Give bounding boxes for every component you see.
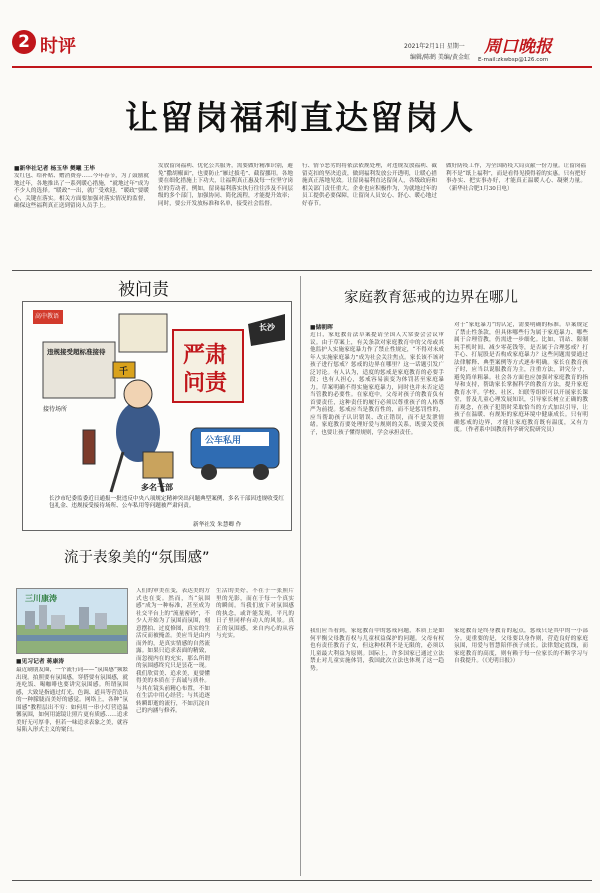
cartoon-credit: 新华社发 朱慧卿 作 xyxy=(193,522,242,528)
lead-col-3: 行、情节恶劣的将依法依规处理，对违规发放福利、截留克扣的坚决追责，做到福利发放公开透明，让暖心措施真正落地见效。让留岗福利直达留岗人，各级政府和相关部门责任重大。企业也应积极作为，为就地过年的员工提供必要保障，让留岗人员安心、舒心、暖心地过好春节。 xyxy=(302,163,437,207)
header-editor: 编辑/陈鹤 美编/黄金虹 xyxy=(410,54,470,61)
section-title: 时评 xyxy=(40,36,76,57)
left-article-col-2: 人们的审美在变，表达美的方式也在变。然而，当“氛围感”成为一种标准，甚至成为社交平台上的“流量密码”，不少人开始为了氛围而氛围，刻意摆拍、过度修图，真实的生活反而被掩盖。美应当是由内而外的，是真实情感的自然流露。如果只追求表面的精致，而忽视内在的充实，那么所谓的氛围感终究只是昙花一现。我们欣赏美、追求美，更要懂得美的本质在于真诚与质朴。与其在镜头前精心布置，不如在生活中用心经营；与其追逐转瞬即逝的流行，不如沉淀自己的内涵与修养。 xyxy=(136,588,210,714)
right-article-byline: ■储朝晖 xyxy=(310,325,333,331)
cartoon-tag: 长沙 xyxy=(259,323,275,332)
left-article-title: 流于表象美的“氛围感” xyxy=(64,550,210,566)
right-article-title: 家庭教育惩戒的边界在哪儿 xyxy=(344,290,518,306)
left-article-col-1: 最近刷朋友圈，一个流行词——“氛围感”频繁出现。拍照要有氛围感，穿搭要有氛围感，就连吃饭、喝咖啡也要讲究氛围感。所谓氛围感，大致是指通过灯光、色调、道具等营造出的一种朦胧而美好的感觉。网络上，各种“氛围感”教程层出不穷：如何用一串小灯营造温馨氛围，如何用滤镜让照片更有质感……追求美好无可厚非，但若一味追求表象之美，就容易陷入形式主义的窠臼。 xyxy=(16,667,128,733)
newspaper-logo: 周口晚报 xyxy=(484,37,552,57)
cartoon-sign-big-2: 问责 xyxy=(183,370,228,396)
main-headline: 让留岗福利直达留岗人 xyxy=(125,98,475,137)
cartoon-frame xyxy=(22,301,292,531)
cartoon-car-label: 公车私用 xyxy=(205,436,242,446)
cartoon-caption: 长沙市纪委监委近日通报一批违反中央八项规定精神突出问题典型案例，多名干部因违规收受红包礼金、违规接受接待场所、公车私用等问题被严肃问责。 xyxy=(49,496,284,510)
right-article-col-2: 对于“家庭暴力”的认定，需要明确的标准。草案规定了禁止性条款，但具体哪些行为属于家庭暴力、哪些属于合理管教，仍需进一步细化。比如，罚站、限制玩手机时间、减少零花钱等，是否属于合理惩戒？打手心、打屁股是否构成家庭暴力？这些问题需要通过法律解释、典型案例等方式逐步明确。家长在教育孩子时，应当以说服教育为主，注重方法，讲究分寸，避免简单粗暴。社会各方面也应加强对家庭教育的指导和支持，帮助家长掌握科学的教育方法，提升家庭教育水平。学校、社区、妇联等组织可以开展家长课堂，普及儿童心理发展知识，引导家长树立正确的教育观念，在孩子犯错时采取恰当的方式加以引导，让孩子在温暖、有规矩的家庭环境中健康成长。只有明确惩戒的边界，才能让家庭教育既有温度，又有力度。（作者系中国教育科学研究院研究员） xyxy=(454,322,588,433)
cartoon-badge: 高中教语 xyxy=(35,313,60,320)
right-lower-col-2: 家庭教育是终身教育的起点，惩戒只是其中的一小部分。更重要的是，父母要以身作则，营造良好的家庭氛围，用爱与智慧陪伴孩子成长。法律划定底线，而家庭教育的高度，则有赖于每一位家长的不断学习与自我提升。（《光明日报》） xyxy=(454,628,588,664)
lead-bottom-rule xyxy=(12,270,592,271)
lead-col-4: 做好防疫工作，为全国防疫大局贡献一份力量。让留岗福利不是“纸上福利”，而是看得见摸得着的实惠。只有把好事办实、把实事办好，才能真正温暖人心、凝聚力量。（新华社合肥1月30日电） xyxy=(446,163,586,192)
cartoon-bottle-label: 接待场所 xyxy=(43,406,68,413)
column-separator xyxy=(300,276,301,876)
lead-byline: ■新华社记者 杨玉华 樊曦 王毕 xyxy=(14,166,96,172)
lead-col-1: 发红包、给补贴、赠消费券……今年春节，为了鼓励就地过年，各地推出了一系列暖心措施，“就地过年”成为不少人的选择。“暖政”一出，就广受欢迎。“暖政”要暖心，关键在落实。相关方面要加强对落实情况的监督，确保这些福利真正送到留岗人员手上。 xyxy=(14,173,149,209)
right-article-col-1: 近日，家庭教育法草案提请全国人大常委会会议审议。由于草案上，有关条款对家庭教育中的父母或其他监护人实施家庭暴力作了禁止性规定，“不得对未成年人实施家庭暴力”成为社会关注焦点。家长该不该对孩子进行惩戒？惩戒的边界在哪里？这一话题引发广泛讨论。有人认为，适度的惩戒是家庭教育的必要手段；也有人担心，惩戒容易演变为体罚甚至家庭暴力。草案明确不得实施家庭暴力，同时也并未否定适当管教的必要性。在家庭中，父母对孩子的教育负有首要责任，这种责任的履行必须以尊重孩子的人格尊严为前提。惩戒应当是教育性的，而不是惩罚性的，应当帮助孩子认识错误、改正错误，而不是发泄情绪。家庭教育要处理好爱与规则的关系，既要关爱孩子，也要让孩子懂得规则，学会承担责任。 xyxy=(310,332,444,436)
header-email: E-mail:zkwbsp@126.com xyxy=(478,57,549,63)
cartoon-bag-label: 多名干部 xyxy=(141,483,173,492)
cartoon-sign-left: 违规接受超标准接待 xyxy=(47,348,106,356)
cartoon-money: 千 xyxy=(119,367,129,377)
left-article-photo xyxy=(16,588,128,654)
left-article-col-3: 生活的美好，不在于一张照片里的光影，而在于每一个真实的瞬间。当我们放下对氛围感的执念，或许能发现，平凡的日子里同样有动人的风景。真正的氛围感，来自内心的从容与充实。 xyxy=(216,588,294,639)
photo-caption: 三川康涛 xyxy=(25,594,57,603)
right-lower-col-1: 我们应当看到，家庭教育中的惩戒问题，本质上是如何平衡父母教育权与儿童权益保护的问题。父母有权也有责任教育子女，但这种权利不是无限的，必须以儿童最大利益为原则。国际上，许多国家已通过立法禁止对儿童实施体罚，我国此次立法也体现了这一趋势。 xyxy=(310,628,444,672)
header-date: 2021年2月1日 星期一 xyxy=(404,43,465,50)
lead-col-2: 发放留岗福利、优化公共服务，需要做好精准识别，避免“撒胡椒面”，也要防止“雁过拔毛”、截留挪用。各地要在细化措施上下功夫，让福利真正惠及每一位坚守岗位的劳动者。例如，留岗福利落实执行往往涉及不同层级的多个部门，加强协同、简化流程，才能提升效率；同时，要公开发放标准和名单，接受社会监督。 xyxy=(158,163,293,207)
page-number-badge: 2 xyxy=(12,30,36,54)
header-divider xyxy=(12,66,592,68)
cartoon-sign-big-1: 严肃 xyxy=(183,342,228,368)
left-article-byline: ■见习记者 蒋康涛 xyxy=(16,659,65,665)
page-bottom-rule xyxy=(12,880,592,881)
cartoon-title: 被问责 xyxy=(118,280,169,300)
